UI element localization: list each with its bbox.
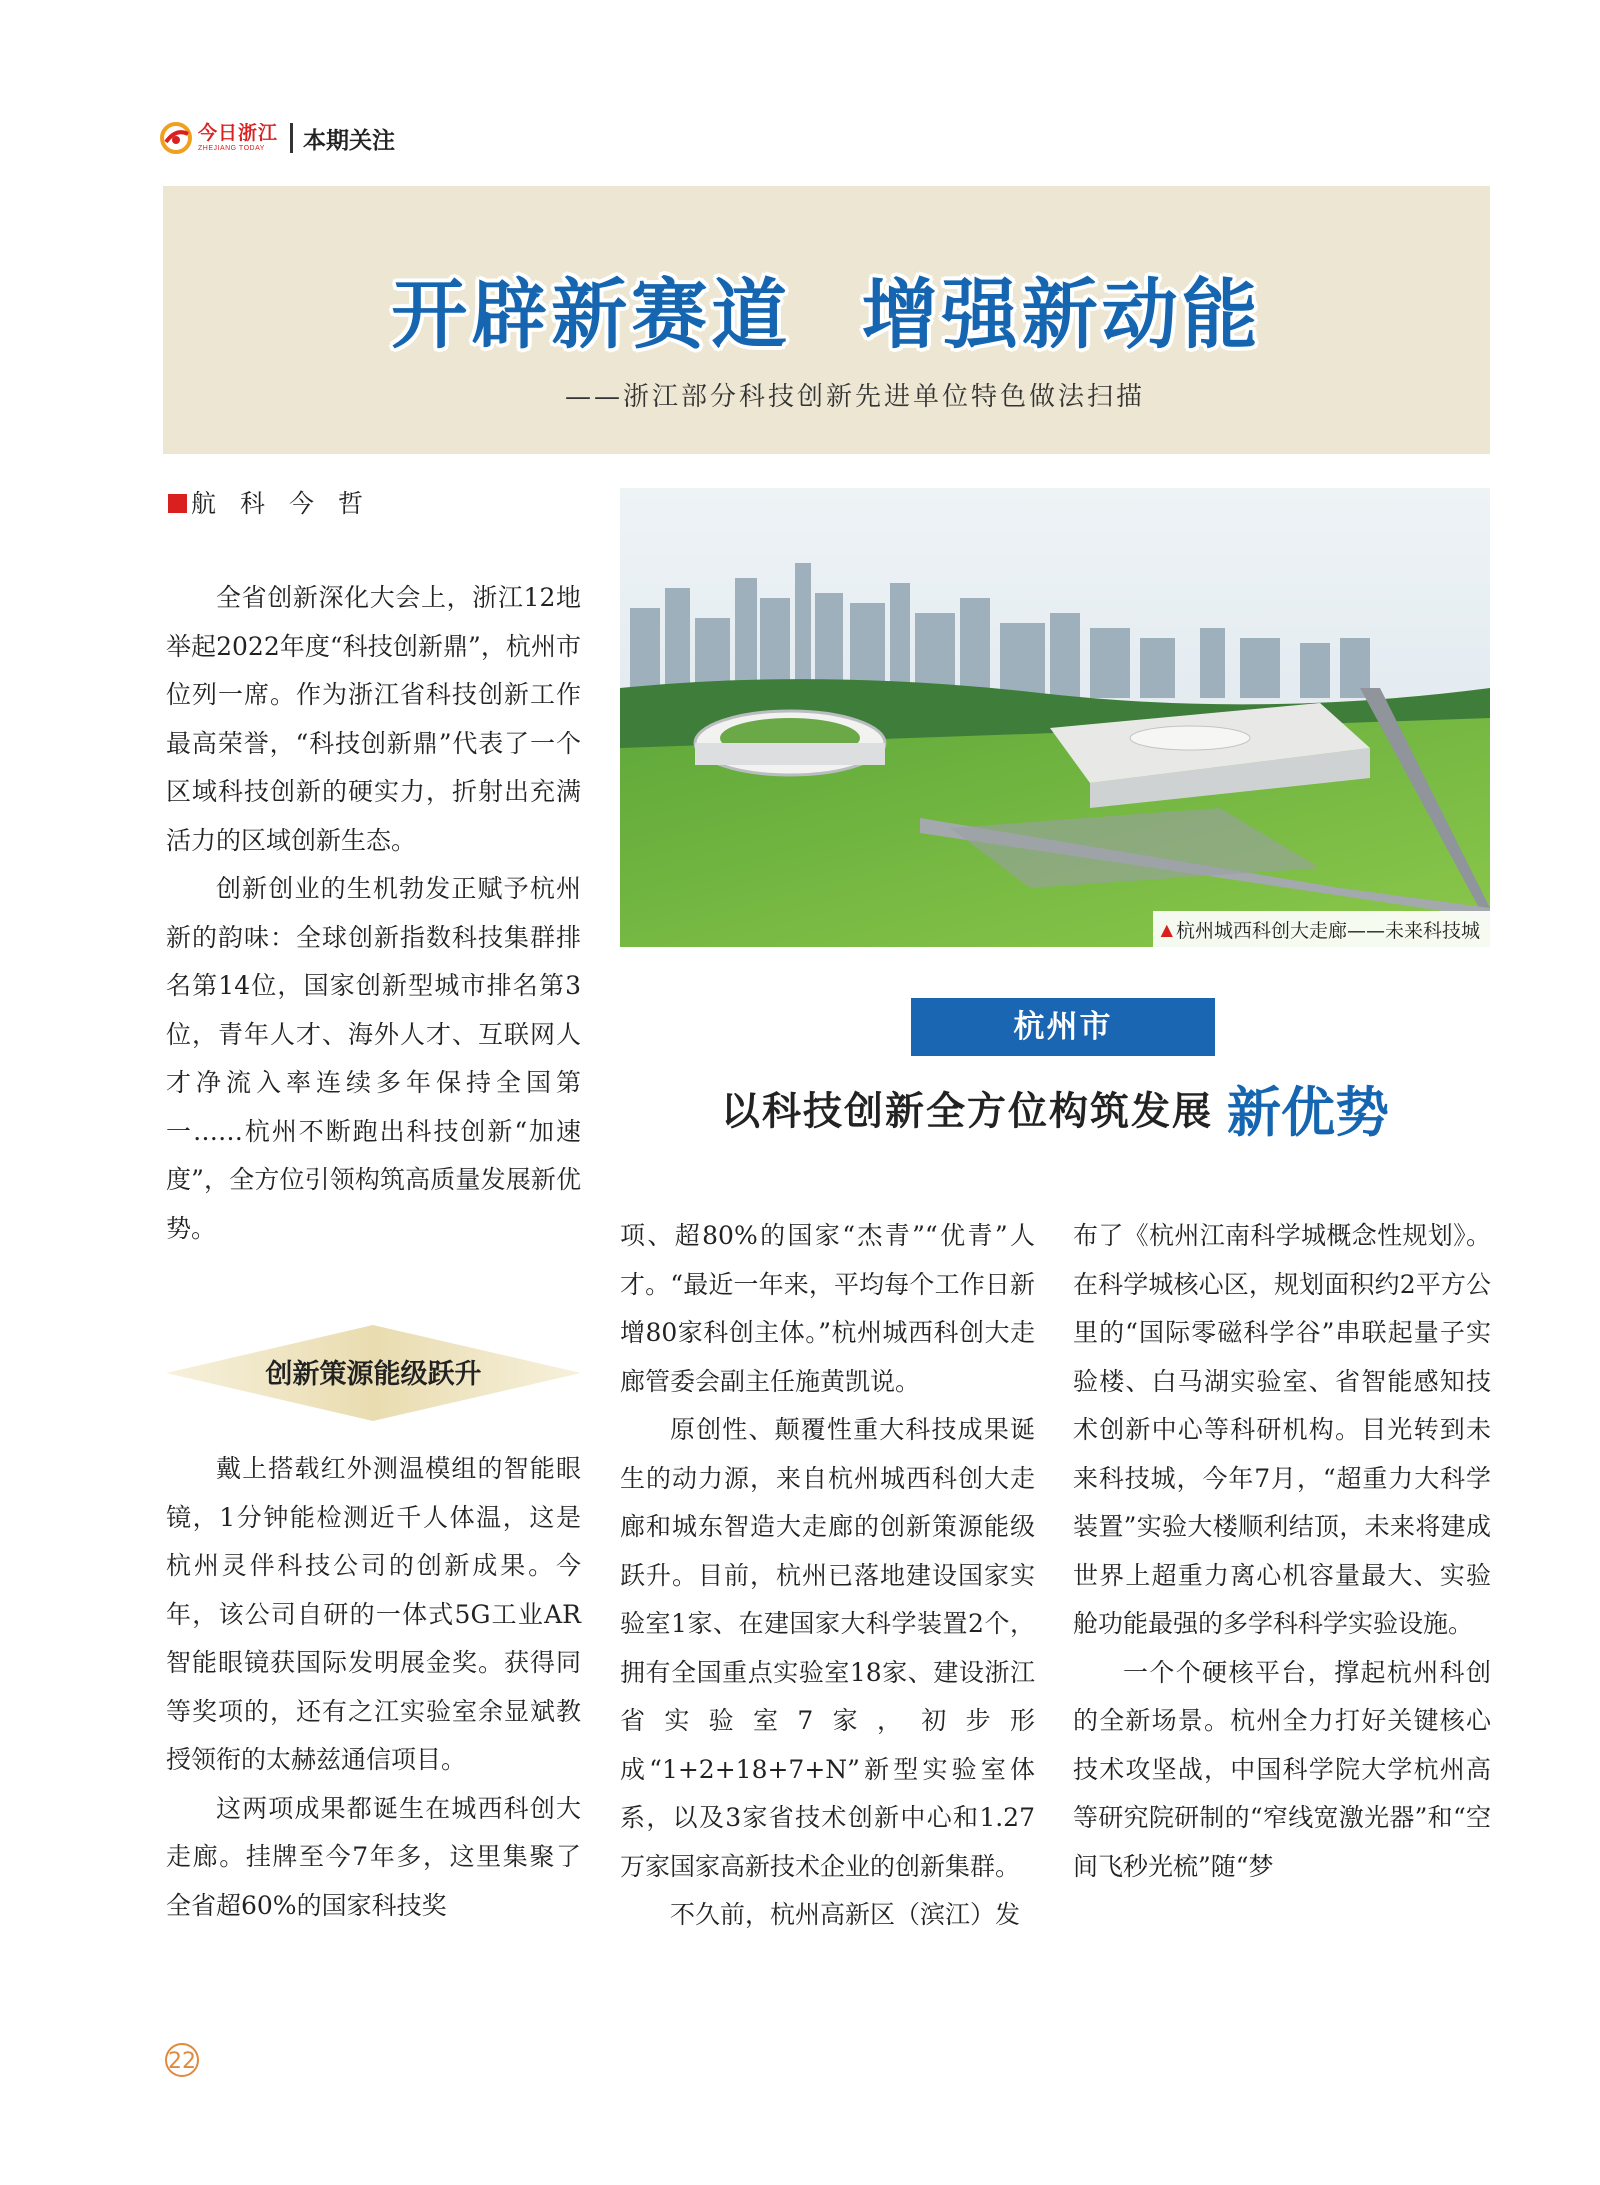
column-1-upper	[166, 574, 581, 1253]
paragraph: 布了《杭州江南科学城概念性规划》。在科学城核心区，规划面积约2平方公里的“国际零磁科学谷”串联起量子实验楼、白马湖实验室、省智能感知技术创新中心等科研机构。目光转到未来科技城，今年7月，“超重力大科学装置”实验大楼顺利结顶，未来将建成世界上超重力离心机容量最大、实验舱功能最强的多学科科学实验设施。	[1073, 1221, 1491, 1638]
caption-text: 杭州城西科创大走廊——未来科技城	[1175, 919, 1480, 942]
red-square-icon	[168, 494, 187, 513]
city-headline	[620, 1070, 1490, 1147]
paragraph: 一个个硬核平台，撑起杭州科创的全新场景。杭州全力打好关键核心技术攻坚战，中国科学院大学杭州高等研究院研制的“窄线宽激光器”和“空间飞秒光梳”随“梦	[1073, 1657, 1491, 1881]
subheading-text: 创新策源能级跃升	[265, 1359, 482, 1390]
logo-en: ZHEJIANG TODAY	[198, 145, 265, 152]
paragraph: 不久前，杭州高新区（滨江）发	[670, 1900, 1021, 1929]
author-name: 航科今哲	[191, 489, 388, 518]
title-banner	[163, 186, 1490, 454]
logo	[198, 124, 278, 152]
main-title: 开辟新赛道 增强新动能	[391, 270, 1262, 359]
logo-cn: 今日浙江	[198, 122, 279, 144]
paragraph: 创新创业的生机勃发正赋予杭州新的韵味：全球创新指数科技集群排名第14位，国家创新型城市排名第3位，青年人才、海外人才、互联网人才净流入率连续多年保持全国第一……杭州不断跑出科技创新“加速度”，全方位引领构筑高质量发展新优势。	[166, 874, 581, 1243]
city-headline-emphasis: 新优势	[1227, 1081, 1389, 1144]
paragraph: 这两项成果都诞生在城西科创大走廊。挂牌至今7年多，这里集聚了全省超60%的国家科技奖	[166, 1793, 581, 1920]
column-3	[1073, 1212, 1491, 1891]
section-name: 本期关注	[303, 127, 396, 154]
column-1-lower	[166, 1445, 581, 1930]
city-aerial-photo	[620, 488, 1490, 947]
city-headline-main: 以科技创新全方位构筑发展	[720, 1088, 1213, 1135]
paragraph: 项、超80%的国家“杰青”“优青”人才。“最近一年来，平均每个工作日新增80家科创主体。”杭州城西科创大走廊管委会副主任施黄凯说。	[620, 1221, 1035, 1396]
photo-caption	[1153, 911, 1490, 947]
paragraph: 原创性、颠覆性重大科技成果诞生的动力源，来自杭州城西科创大走廊和城东智造大走廊的创新策源能级跃升。目前，杭州已落地建设国家实验室1家、在建国家大科学装置2个，拥有全国重点实验室18家、建设浙江省实验室7家，初步形成“1+2+18+7+N”新型实验室体系，以及3家省技术创新中心和1.27万家国家高新技术企业的创新集群。	[620, 1415, 1035, 1881]
column-2	[620, 1212, 1035, 1940]
page-number: 22	[165, 2043, 199, 2077]
paragraph: 戴上搭载红外测温模组的智能眼镜，1分钟能检测近千人体温，这是杭州灵伴科技公司的创新成果。今年，该公司自研的一体式5G工业AR智能眼镜获国际发明展金奖。获得同等奖项的，还有之江实验室余显斌教授领衔的太赫兹通信项目。	[166, 1454, 581, 1774]
city-label-box: 杭州市	[911, 998, 1215, 1056]
caption-triangle-icon: ▲	[1160, 919, 1173, 939]
subtitle: ——浙江部分科技创新先进单位特色做法扫描	[564, 382, 1145, 412]
page-header	[160, 118, 395, 158]
logo-swirl-icon	[160, 122, 192, 154]
author-line	[168, 484, 387, 520]
subheading	[166, 1325, 581, 1421]
paragraph: 全省创新深化大会上，浙江12地举起2022年度“科技创新鼎”，杭州市位列一席。作为浙江省科技创新工作最高荣誉，“科技创新鼎”代表了一个区域科技创新的硬实力，折射出充满活力的区域创新生态。	[166, 583, 581, 855]
photo-illustration	[620, 488, 1490, 947]
header-divider	[290, 123, 293, 153]
